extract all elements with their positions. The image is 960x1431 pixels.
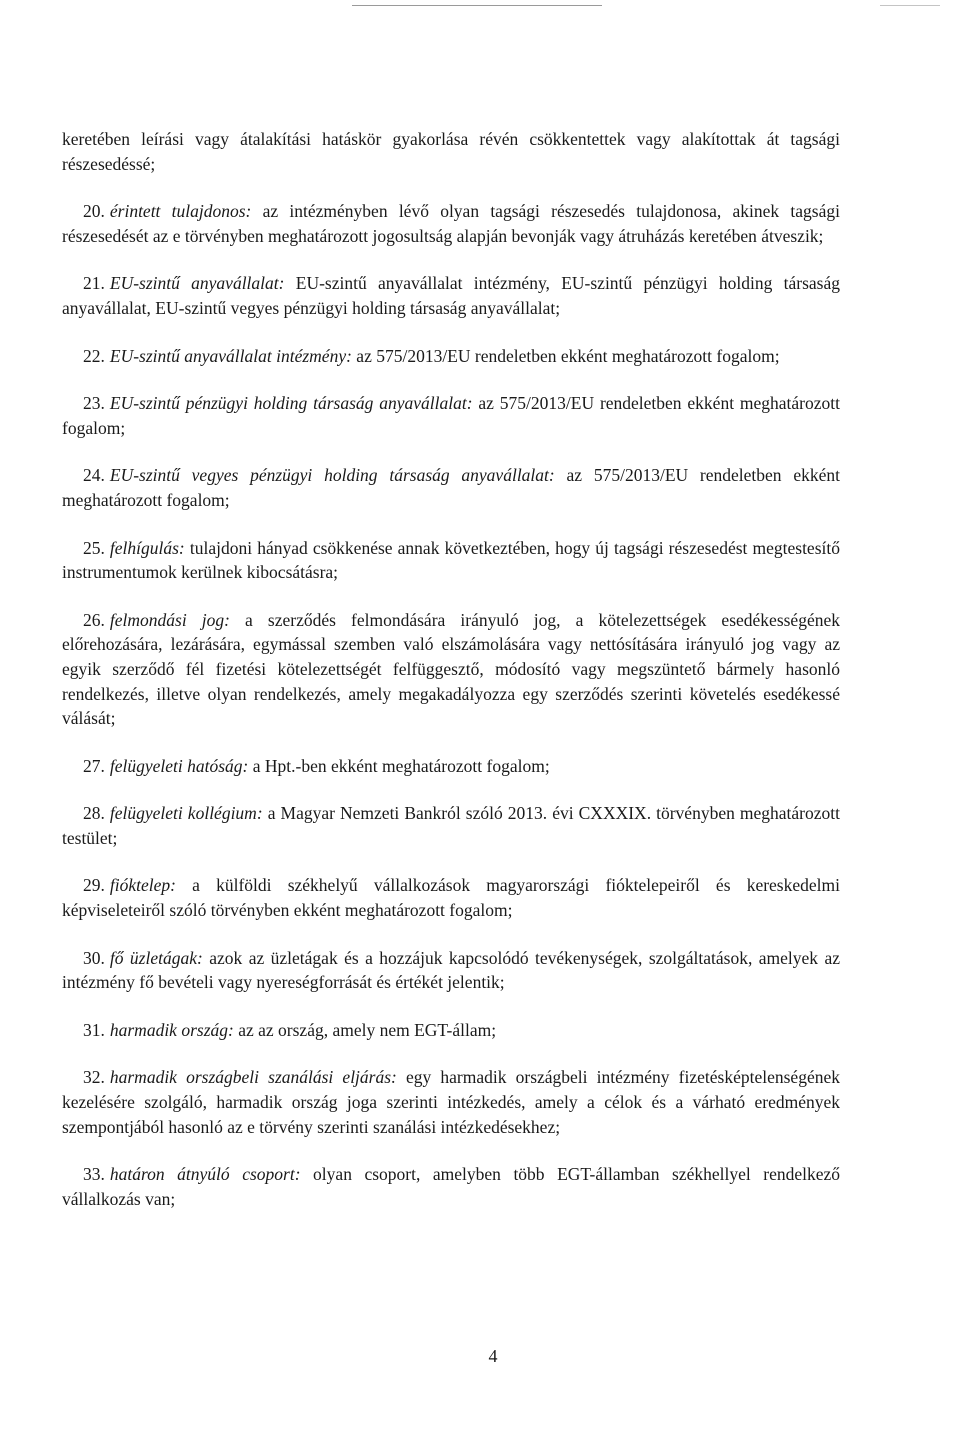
- definition-text: tulajdoni hányad csökkenése annak következtében, hogy új tagsági részesedést megtestesítő instrumentumok kerülnek kibocsátásra;: [62, 537, 840, 583]
- definition-text: EU-szintű anyavállalat intézmény, EU-szintű pénzügyi holding társaság anyavállalat, EU-szintű vegyes pénzügyi holding társaság anyavállalat;: [62, 273, 840, 318]
- definition-number: 23.: [83, 393, 105, 414]
- definition-21: [62, 271, 840, 320]
- definition-text: a külföldi székhelyű vállalkozások magyarországi fióktelepeiről és kereskedelmi képviseleteiről szóló törvényben ekként meghatározott fogalom;: [62, 875, 840, 921]
- definition-27: [62, 754, 840, 779]
- definition-text: a Magyar Nemzeti Bankról szóló 2013. évi CXXXIX. törvényben meghatározott testület;: [62, 803, 840, 848]
- definition-number: 26.: [83, 609, 105, 630]
- definition-text: egy harmadik országbeli intézmény fizetésképtelenségének kezelésére szolgáló, harmadik ország joga szerinti intézkedés, amely a célok és a várható eredmények szempontjából hasonló az e törvény szerinti szanálási intézkedésekhez;: [62, 1067, 840, 1137]
- definition-33: [62, 1162, 840, 1211]
- definition-text: olyan csoport, amelyben több EGT-államban székhellyel rendelkező vállalkozás van;: [62, 1164, 840, 1209]
- definition-32: [62, 1065, 840, 1139]
- defined-term: felmondási jog:: [109, 609, 230, 630]
- definition-text: az 575/2013/EU rendeletben ekként meghatározott fogalom;: [62, 393, 840, 438]
- page-number: [0, 1346, 960, 1367]
- defined-term: EU-szintű anyavállalat intézmény:: [109, 345, 352, 366]
- defined-term: harmadik ország:: [109, 1019, 234, 1040]
- definition-number: 21.: [83, 273, 105, 294]
- definition-number: 31.: [83, 1019, 105, 1040]
- definition-number: 28.: [83, 803, 105, 824]
- page-number-value: 4: [488, 1346, 498, 1366]
- definition-24: [62, 463, 840, 512]
- definition-26: [62, 608, 840, 731]
- definition-number: 25.: [83, 537, 105, 558]
- definition-number: 24.: [83, 465, 105, 486]
- top-scan-rule: [352, 5, 602, 6]
- defined-term: EU-szintű anyavállalat:: [109, 273, 285, 294]
- definition-number: 29.: [83, 875, 105, 896]
- definition-29: [62, 873, 840, 922]
- definition-text: azok az üzletágak és a hozzájuk kapcsolódó tevékenységek, szolgáltatások, amelyek az intézmény fő bevételi vagy nyereségforrását és értékét jelentik;: [62, 947, 840, 993]
- defined-term: harmadik országbeli szanálási eljárás:: [109, 1067, 397, 1088]
- definition-31: [62, 1018, 840, 1043]
- definition-number: 30.: [83, 947, 105, 968]
- defined-term: érintett tulajdonos:: [109, 201, 252, 222]
- definition-number: 33.: [83, 1164, 105, 1185]
- definition-number: 20.: [83, 201, 105, 222]
- defined-term: EU-szintű pénzügyi holding társaság anyavállalat:: [109, 393, 473, 414]
- definition-text: az az ország, amely nem EGT-állam;: [233, 1019, 497, 1040]
- definition-30: [62, 946, 840, 995]
- definition-number: 27.: [83, 755, 105, 776]
- defined-term: felügyeleti hatóság:: [109, 755, 249, 776]
- definition-text: a Hpt.-ben ekként meghatározott fogalom;: [248, 755, 550, 776]
- definition-number: 22.: [83, 345, 105, 366]
- definition-20: [62, 199, 840, 248]
- document-body: [62, 127, 840, 1234]
- defined-term: fő üzletágak:: [109, 947, 203, 968]
- definition-text: az 575/2013/EU rendeletben ekként meghatározott fogalom;: [62, 465, 840, 510]
- definition-number: 32.: [83, 1067, 105, 1088]
- defined-term: határon átnyúló csoport:: [109, 1164, 301, 1185]
- definition-23: [62, 391, 840, 440]
- definition-text: az intézményben lévő olyan tagsági részesedés tulajdonosa, akinek tagsági részesedését az e törvényben meghatározott jogosultság alapján bevonják vagy átruházás keretében átveszik;: [62, 201, 840, 246]
- definition-text: az 575/2013/EU rendeletben ekként meghatározott fogalom;: [351, 345, 780, 366]
- definition-22: [62, 344, 840, 369]
- defined-term: EU-szintű vegyes pénzügyi holding társaság anyavállalat:: [109, 465, 555, 486]
- definition-28: [62, 801, 840, 850]
- definition-text: a szerződés felmondására irányuló jog, a kötelezettségek esedékességének előrehozására, lezárására, egymással szemben való elszámolására vagy nettósítására irányuló jog vagy az egyik szerződő fél fizetési kötelezettségét felfüggesztő, módosító vagy megszüntető bármely hasonló rendelkezés, illetve olyan rendelkezés, amely megakadályozza egy szerződés szerinti követelés esedékessé válását;: [62, 609, 840, 729]
- definition-25: [62, 536, 840, 585]
- defined-term: fióktelep:: [109, 875, 176, 896]
- paragraph-continuation: [62, 127, 840, 176]
- top-scan-rule-right: [880, 5, 940, 6]
- defined-term: felügyeleti kollégium:: [109, 803, 263, 824]
- defined-term: felhígulás:: [109, 537, 185, 558]
- paragraph-text: keretében leírási vagy átalakítási hatáskör gyakorlása révén csökkentettek vagy alakítottak át tagsági részesedéssé;: [62, 129, 840, 174]
